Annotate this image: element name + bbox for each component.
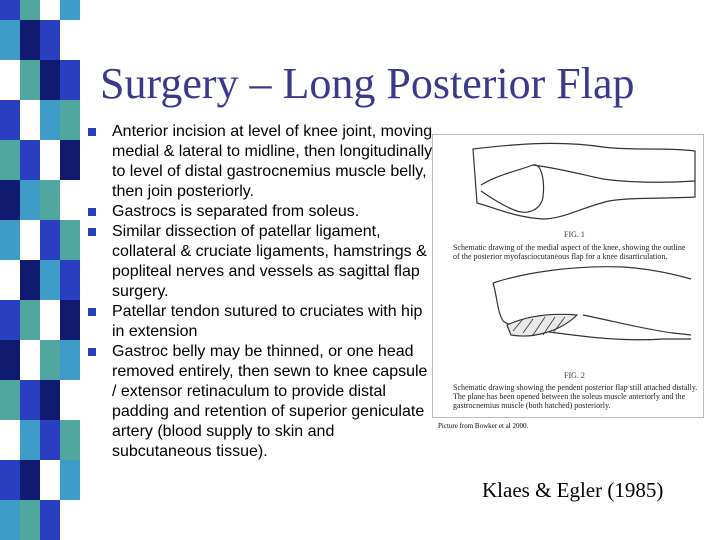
fig1-caption: Schematic drawing of the medial aspect of the knee, showing the outline of the posterior myofasciocutaneous flap for a knee disarticulation. [453,243,686,261]
square-bullet-icon [88,348,96,356]
bullet-item [88,202,433,222]
bullet-text: Gastroc belly may be thinned, or one head removed entirely, then sewn to knee capsule / extensor retinaculum to provide distal padding and retention of superior geniculate artery (blood supply to skin and subcutaneous tissue). [112,343,428,460]
fig2-caption: Schematic drawing showing the pendent posterior flap still attached distally. The plane has been opened between the soleus muscle anteriorly and the gastrocnemius muscle (both hatched) posteriorly. [453,383,698,410]
square-bullet-icon [88,208,96,216]
bullet-text: Similar dissection of patellar ligament, collateral & cruciate ligaments, hamstrings & popliteal nerves and vessels as sagittal flap surgery. [112,223,427,300]
fig2-label: FIG. 2 [564,371,585,380]
reference-citation: Klaes & Egler (1985) [482,478,664,502]
bullet-item [88,122,433,202]
decorative-stripe-bar [0,0,80,540]
fig1-drawing [473,143,695,219]
fig2-drawing [493,267,691,340]
square-bullet-icon [88,128,96,136]
square-bullet-icon [88,228,96,236]
bullet-item [88,342,433,462]
surgical-figure [432,134,704,418]
fig1-label: FIG. 1 [564,230,585,239]
bullet-list [88,122,433,462]
bullet-item [88,302,433,342]
slide-title: Surgery – Long Posterior Flap [100,59,635,108]
bullet-text: Patellar tendon sutured to cruciates with hip in extension [112,303,423,340]
bullet-item [88,222,433,302]
square-bullet-icon [88,308,96,316]
picture-credit: Picture from Bowker et al 2000. [438,422,529,430]
bullet-text: Anterior incision at level of knee joint, moving medial & lateral to midline, then longitudinally to level of distal gastrocnemius muscle belly, then join posteriorly. [112,123,433,200]
bullet-text: Gastrocs is separated from soleus. [112,203,360,220]
